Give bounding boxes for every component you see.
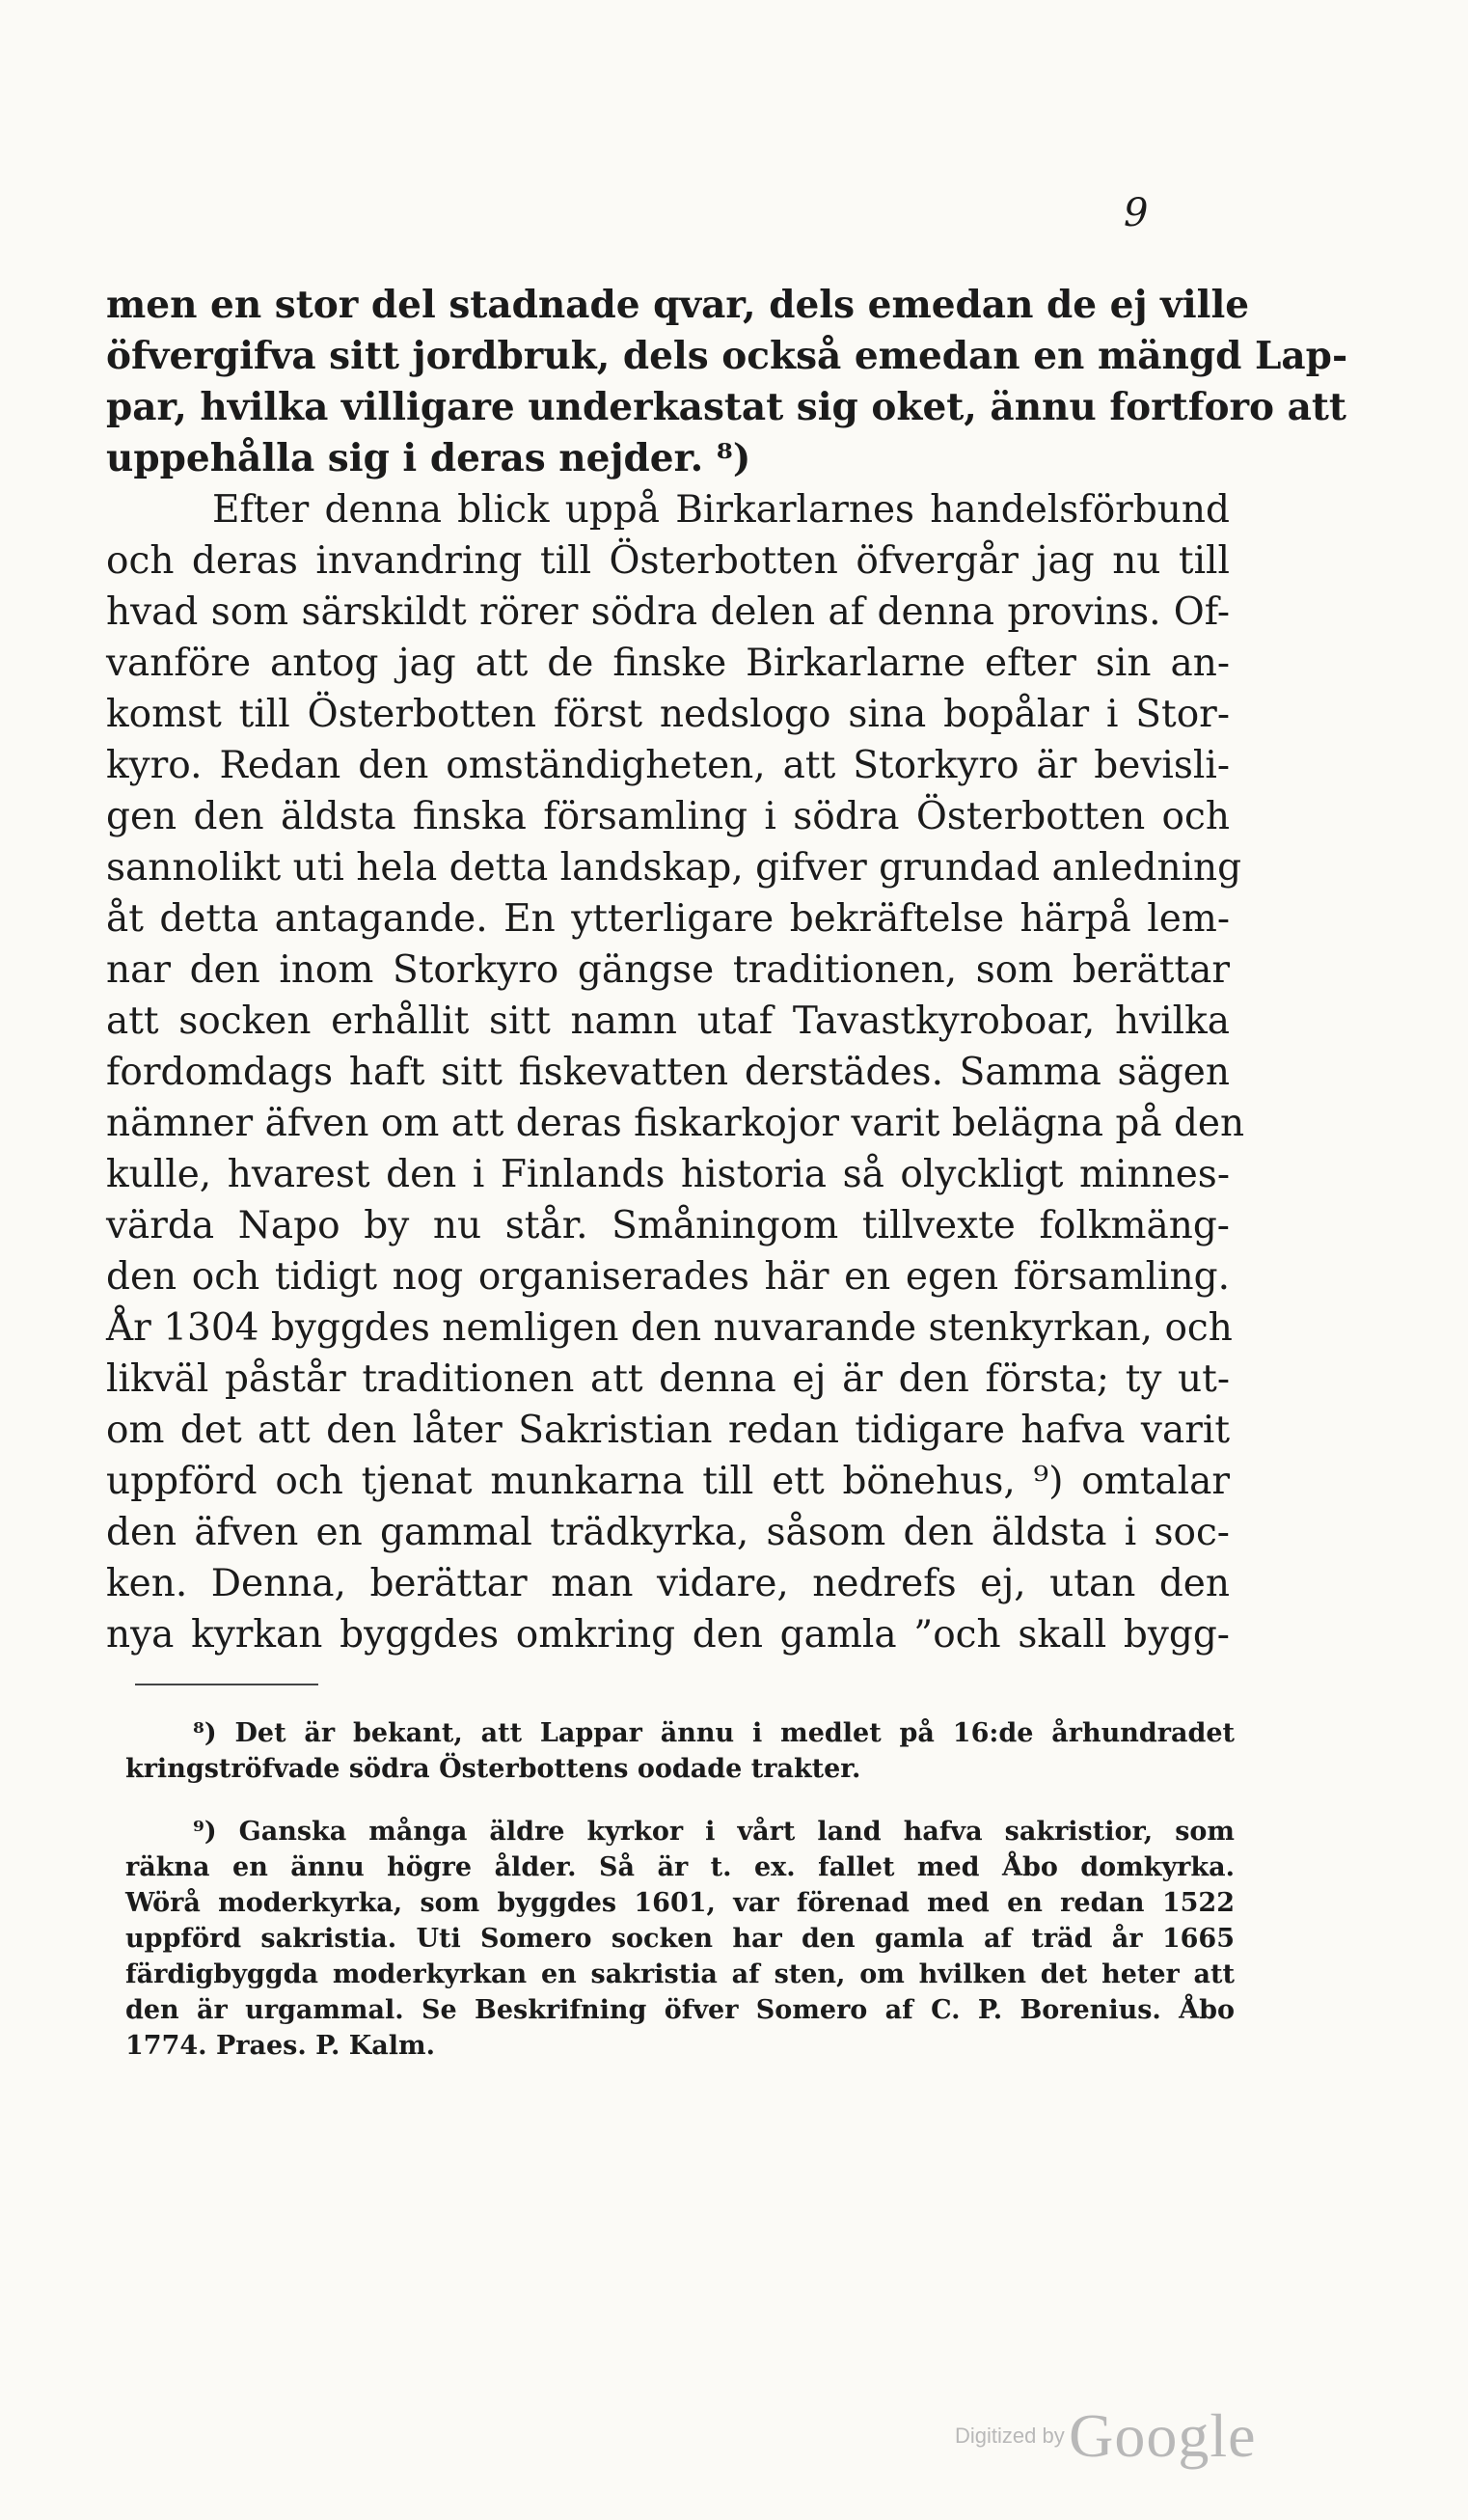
text-line: likväl påstår traditionen att denna ej är den första; ty ut- bbox=[106, 1357, 1230, 1401]
text-line: öfvergifva sitt jordbruk, dels också emedan en mängd Lap- bbox=[106, 334, 1348, 378]
text-line: åt detta antagande. En ytterligare bekräftelse härpå lem- bbox=[106, 897, 1230, 941]
main-text bbox=[106, 280, 1348, 1660]
footnote-line: färdigbyggda moderkyrkan en sakristia af sten, om hvilken det heter att bbox=[125, 1959, 1235, 1989]
footnote-line: kringströfvade södra Österbottens oodade trakter. bbox=[125, 1754, 861, 1784]
text-line: kulle, hvarest den i Finlands historia så olyckligt minnes- bbox=[106, 1153, 1230, 1196]
text-line: om det att den låter Sakristian redan tidigare hafva varit bbox=[106, 1409, 1230, 1452]
footnote-line: ⁹) Ganska många äldre kyrkor i vårt land hafva sakristior, som bbox=[193, 1817, 1235, 1847]
text-line: uppehålla sig i deras nejder. ⁸) bbox=[106, 436, 751, 480]
text-line: År 1304 byggdes nemligen den nuvarande stenkyrkan, och bbox=[106, 1306, 1233, 1350]
paragraph-start-line: Efter denna blick uppå Birkarlarnes handelsförbund bbox=[212, 488, 1230, 532]
footnote-line: ⁸) Det är bekant, att Lappar ännu i medlet på 16:de århundradet bbox=[193, 1718, 1235, 1748]
text-line: värda Napo by nu står. Småningom tillvexte folkmäng- bbox=[106, 1204, 1230, 1247]
text-line: par, hvilka villigare underkastat sig oket, ännu fortforo att bbox=[106, 385, 1346, 429]
footnote-line: uppförd sakristia. Uti Somero socken har den gamla af träd år 1665 bbox=[125, 1924, 1235, 1954]
text-line: nya kyrkan byggdes omkring den gamla ”och skall bygg- bbox=[106, 1613, 1230, 1657]
watermark-prefix: Digitized by bbox=[955, 2424, 1065, 2448]
text-line: nar den inom Storkyro gängse traditionen, som berättar bbox=[106, 948, 1230, 992]
text-line: men en stor del stadnade qvar, dels emedan de ej ville bbox=[106, 283, 1250, 327]
text-line: hvad som särskildt rörer södra delen af denna provins. Of- bbox=[106, 590, 1230, 634]
text-line: kyro. Redan den omständigheten, att Storkyro är bevisli- bbox=[106, 744, 1230, 787]
text-line: gen den äldsta finska församling i södra Österbotten och bbox=[106, 795, 1230, 838]
text-line: nämner äfven om att deras fiskarkojor varit belägna på den bbox=[106, 1102, 1245, 1145]
footnote-line: den är urgammal. Se Beskrifning öfver Somero af C. P. Borenius. Åbo bbox=[125, 1995, 1235, 2025]
footnote-divider bbox=[135, 1684, 318, 1685]
text-line: vanföre antog jag att de finske Birkarlarne efter sin an- bbox=[106, 642, 1230, 685]
google-logo: Google bbox=[1069, 2401, 1257, 2470]
footnote-line: 1774. Praes. P. Kalm. bbox=[125, 2031, 435, 2061]
digitized-by-google-watermark bbox=[955, 2400, 1257, 2472]
text-line: den och tidigt nog organiserades här en egen församling. bbox=[106, 1255, 1230, 1299]
page-number: 9 bbox=[1124, 191, 1149, 235]
text-line: sannolikt uti hela detta landskap, gifver grundad anledning bbox=[106, 846, 1242, 890]
footnote-line: räkna en ännu högre ålder. Så är t. ex. fallet med Åbo domkyrka. bbox=[125, 1852, 1235, 1882]
text-line: fordomdags haft sitt fiskevatten derstädes. Samma sägen bbox=[106, 1051, 1230, 1094]
footnotes bbox=[125, 1715, 1235, 2064]
text-line: ken. Denna, berättar man vidare, nedrefs ej, utan den bbox=[106, 1562, 1230, 1605]
text-line: komst till Österbotten först nedslogo sina bopålar i Stor- bbox=[106, 693, 1230, 736]
footnote-line: Wörå moderkyrka, som byggdes 1601, var förenad med en redan 1522 bbox=[125, 1888, 1235, 1918]
text-line: den äfven en gammal trädkyrka, såsom den äldsta i soc- bbox=[106, 1511, 1230, 1554]
text-line: att socken erhållit sitt namn utaf Tavastkyroboar, hvilka bbox=[106, 1000, 1230, 1043]
footnote-8 bbox=[125, 1715, 1235, 1787]
footnote-9 bbox=[125, 1814, 1235, 2064]
text-line: uppförd och tjenat munkarna till ett bönehus, ⁹) omtalar bbox=[106, 1460, 1230, 1503]
text-line: och deras invandring till Österbotten öfvergår jag nu till bbox=[106, 539, 1230, 583]
